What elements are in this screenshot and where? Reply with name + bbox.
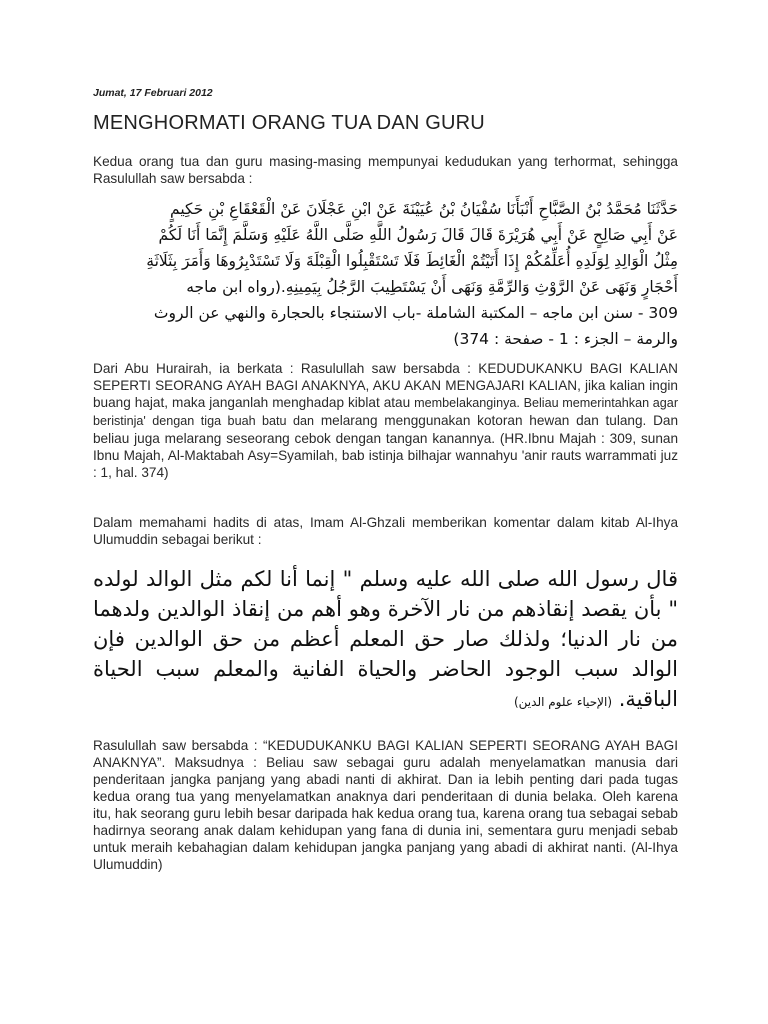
ghazali-intro-text: Dalam memahami hadits di atas, Imam Al-Ghzali memberikan komentar dalam kitab Al-Ihya Ulumuddin sebagai berikut : (93, 515, 678, 547)
translation-text-light: membelakanginya. Beliau memerintahkan agar beristinja' dengan tiga buah batu dan (93, 396, 679, 428)
post-date: Jumat, 17 Februari 2012 (93, 87, 213, 99)
hadith-line: مِثْلُ الْوَالِدِ لِوَلَدِهِ أُعَلِّمُكُمْ إِذَا أَتَيْتُمْ الْغَائِطَ فَلَا تَسْتَقْبِلُوا الْقِبْلَةَ وَلَا تَسْتَدْبِرُوهَا وَأَمَرَ بِثَلَاثَةِ (146, 252, 678, 270)
hadith-line: 309 - سنن ابن ماجه – المكتبة الشاملة -باب الاستنجاء بالحجارة والنهي عن الروث (153, 304, 678, 322)
translation-paragraph (93, 360, 678, 481)
ghazali-source: (الإحياء علوم الدين) (513, 695, 613, 709)
intro-text: Kedua orang tua dan guru masing-masing mempunyai kedudukan yang terhormat, sehingga Rasulullah saw bersabda : (93, 154, 678, 186)
page-title: MENGHORMATI ORANG TUA DAN GURU (93, 112, 485, 134)
closing-paragraph (93, 737, 678, 873)
ghazali-arabic-text: قال رسول الله صلى الله عليه وسلم " إنما أنا لكم مثل الوالد لولده " بأن يقصد إنقاذهم من نار الآخرة وهو أهم من إنقاذ الوالدين ولدهما من نار الدنيا؛ ولذلك صار حق المعلم أعظم من حق الوالدين فإن الوالد سبب الوجود الحاضر والحياة الفانية والمعلم سبب الحياة الباقية. (93, 567, 678, 711)
hadith-line: أَحْجَارٍ وَنَهَى عَنْ الرَّوْثِ وَالرِّمَّةِ وَنَهَى أَنْ يَسْتَطِيبَ الرَّجُلُ بِيَمِينِهِ.(رواه ابن ماجه (186, 278, 678, 296)
hadith-arabic-block (93, 196, 678, 352)
ghazali-arabic-block (93, 564, 678, 717)
intro-paragraph (93, 153, 678, 187)
hadith-line: حَدَّثَنَا مُحَمَّدُ بْنُ الصَّبَّاحِ أَنْبَأَنَا سُفْيَانُ بْنُ عُيَيْنَةَ عَنْ ابْنِ عَجْلَانَ عَنْ الْقَعْقَاعِ بْنِ حَكِيمٍ (170, 200, 678, 218)
hadith-line: والرمة – الجزء : 1 - صفحة : 374) (453, 330, 678, 348)
closing-text: Rasulullah saw bersabda : “KEDUDUKANKU BAGI KALIAN SEPERTI SEORANG AYAH BAGI ANAKNYA”. Maksudnya : Beliau saw sebagai guru adalah menyelamatkan manusia dari penderitaan jangka panjang yang abadi nanti di akhirat. Dan ia lebih penting dari pada tugas kedua orang tua yang menyelamatkan anaknya dari penderitaan di dunia belaka. Oleh karena itu, hak seorang guru lebih besar daripada hak kedua orang tua, karena orang tua sebagai sebab hadirnya seorang anak dalam kehidupan yang fana di dunia ini, sementara guru menjadi sebab untuk meraih kebahagian dalam kehidupan jangka panjang yang abadi di akhirat nanti. (Al-Ihya Ulumuddin) (93, 738, 678, 872)
translation-text: Dari Abu Hurairah, ia berkata : Rasulullah saw bersabda : KEDUDUKANKU BAGI KALIAN SEPERTI SEORANG AYAH BAGI ANAKNYA, AKU AKAN MENGAJARI KALIAN, jika kalian ingin buang hajat, maka janganlah menghadap kiblat atau (93, 361, 678, 410)
translation-text-rest: melarang menggunakan kotoran hewan dan tulang. Dan beliau juga melarang seseorang cebok dengan tangan kanannya. (HR.Ibnu Majah : 309, sunan Ibnu Majah, Al-Maktabah Asy=Syamilah, bab istinja bilhajar wannahyu 'anir rauts warrammati juz : 1, hal. 374) (93, 413, 679, 480)
ghazali-intro-paragraph (93, 514, 678, 548)
hadith-line: عَنْ أَبِي صَالِحٍ عَنْ أَبِي هُرَيْرَةَ قَالَ قَالَ رَسُولُ اللَّهِ صَلَّى اللَّهُ عَلَيْهِ وَسَلَّمَ إِنَّمَا أَنَا لَكُمْ (158, 226, 678, 244)
